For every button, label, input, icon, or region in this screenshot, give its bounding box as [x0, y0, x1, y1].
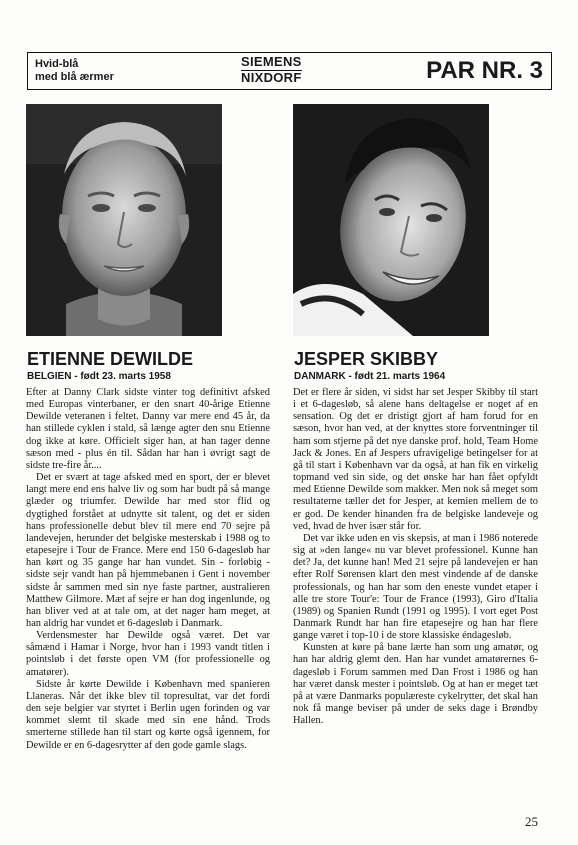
sponsor-logo: [241, 55, 321, 85]
bio-paragraph: Det er flere år siden, vi sidst har set Jesper Skibby til start i et 6-dagesløb, så alene hans deltagelse er noget af en sensation. Og det er dristigt gjort af ham forud for en sæson, hvor han ved, at der knyttes store forventninger til ham som stjerne på det nye danske prof. hold, Team Home Jack & Jones. En af Jespers ufravigelige betingelser for at gå til start i København var da også, at han fik en virkelig topmand ved sin side, og det ønske har han fået opfyldt med Etienne Dewilde som makker. Men nok så meget som resultaterne tæller det for Jesper, at kemien mellem de to er god. De kender hinanden fra de belgiske landeveje og ved, hvad de hver især står for.: [293, 387, 538, 532]
rider-photo-dewilde: [26, 104, 222, 336]
bio-paragraph: Det var ikke uden en vis skepsis, at man i 1986 noterede sig at »den lange« nu var blevet professionel. Kunne han det? Ja, det kunne han! Med 21 sejre på landevejen er han efter Rolf Sørensen klart den mest vindende af de danske professionals, og han har som den eneste vundet etaper i alle tre store Tour'e: Tour de France (1993), Giro d'Italia (1989) og Spanien Rundt (1991 og 1995). I vort eget Post Danmark Rundt har han fire etapesejre og han har flere gange været i top-10 i de store klassiske éndagesløb.: [293, 532, 538, 642]
rider-photo-skibby: [293, 104, 489, 336]
page-number: 25: [525, 814, 538, 829]
bio-paragraph: Sidste år kørte Dewilde i København med spanieren Llaneras. Når det ikke blev til topresultat, var det fordi den seje belgier var styrtet i Berlin ugen forinden og var kommet slemt til skade med sin ene hånd. Trods smerterne stillede han til start og kørte også igennem, for Dewilde er en 6-dagesrytter af den gode gamle slags.: [26, 678, 270, 751]
rider-name-1: ETIENNE DEWILDE: [27, 349, 194, 369]
jersey-color-line-1: Hvid-blå: [35, 58, 79, 70]
rider-bio-2: [293, 387, 538, 727]
bio-paragraph: Kunsten at køre på bane lærte han som ung amatør, og han har aldrig glemt den. Han har vundet amatørernes 6-dagesløb i Forum sammen med Dan Frost i 1986 og han har været dansk mester i pointsløb. Og at han er meget tæt på at være Danmarks populæreste cykelrytter, det skal han nok få mange beviser på under de seks dage i Brøndby Hallen.: [293, 642, 538, 727]
sponsor-line-1: SIEMENS: [241, 54, 302, 69]
bio-paragraph: Det er svært at tage afsked med en sport, der er blevet langt mere end ens halve liv og som har budt på så mange glæder og triumfer. Dewilde har med stor flid og dygtighed forstået at udnytte sit talent, og det er siden hans professionelle debut blev til mere end 70 sejre på landevejen, herunder det belgiske mesterskab i 1988 og to etapesejre i Tour de France. Mere end 150 6-dagesløb har han kørt og 35 gange har han vundet. Sin - forløbig - sidste sejr vandt han på hjemmebanen i Gent i november sidste år sammen med sin nye faste partner, australieren Matthew Gilmore. Mæt af sejre er han dog ingenlunde, og han bliver ved at at tale om, at det nager ham meget, at han aldrig har vundet et 6-dagesløb i Danmark.: [26, 472, 270, 629]
jersey-color-note: [35, 58, 114, 84]
rider-info-1: BELGIEN - født 23. marts 1958: [27, 371, 171, 382]
pair-number: PAR NR. 3: [426, 57, 543, 84]
jersey-color-line-2: med blå ærmer: [35, 71, 114, 83]
rider-bio-1: [26, 387, 270, 752]
bio-paragraph: Verdensmester har Dewilde også været. Det var såmænd i Hamar i Norge, hvor han i 1993 vandt titlen i pointsløb i det første open VM (for professionelle og amatører).: [26, 630, 270, 678]
rider-info-2: DANMARK - født 21. marts 1964: [294, 371, 446, 382]
rider-name-2: JESPER SKIBBY: [294, 349, 439, 369]
sponsor-line-2: NIXDORF: [241, 70, 302, 85]
bio-paragraph: Efter at Danny Clark sidste vinter tog definitivt afsked med Europas vinterbaner, er den snart 40-årige Etienne Dewilde veteranen i feltet. Danny var mere end 45 år, da han stillede cyklen i stald, så længe agter den snu Etienne dog ikke at køre. Officielt siger han, at han tager denne sæson med - plus én til. Sådan har han i øvrigt sagt de sidste tre-fire år....: [26, 387, 270, 471]
header-box: [27, 52, 552, 90]
